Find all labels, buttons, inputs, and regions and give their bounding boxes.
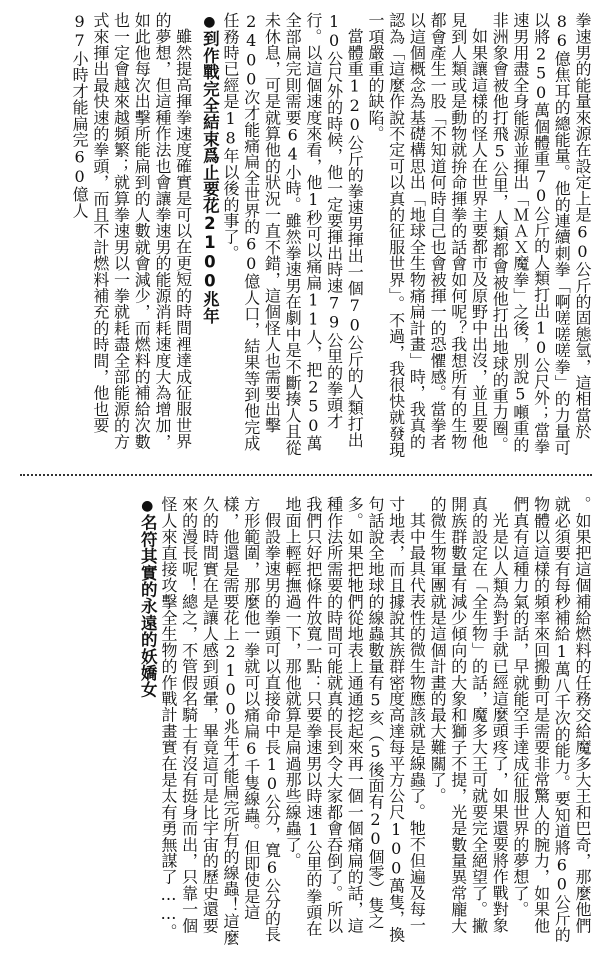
bullet-icon: ● (139, 498, 156, 515)
body-paragraph: 如果讓這樣的怪人在世界主要都市及原野中出沒，並且要他見到人類或是動物就拚命揮拳的話會如何呢？我想所有的生物都會產生一股「不知道何時自己也會被揮一的恐懼感。當拳者以這個概念為基礎構思出「地球全生物痛扁計畫」時，我真的認為「這麼作說不定可以真的征服世界」。不過，我很快就發現一項嚴重的缺陷。 (365, 12, 489, 458)
body-paragraph: 雖然提高揮拳速度確實是可以在更短的時間裡達成征服世界的夢想，但這種作法也會讓拳速男的能源消耗速度大為增加，如此他每次出擊所能扁到的人數就會減少，而燃料的補給次數也一定會越來越頻繁；就算拳速男以一拳就耗盡全部能源的方式來揮出最快速的拳頭，而且不計燃料補充的時間，他也要97小時才能扁完60億人 (70, 12, 193, 450)
body-paragraph: 。如果把這個補給燃料的任務交給魔多大王和巴奇，那麼他們就必須要有每秒補給1萬八千次的能力。要知道將60公斤的物體以這樣的頻率來回搬動可是需要非常驚人的腕力，如果他們真有這種力氣的話，早就能空手達成征服世界的夢想了。 (510, 496, 592, 943)
bottom-text-block (20, 496, 592, 948)
body-paragraph: 拳速男的能量來源在設定上是60公斤的固態氫，這相當於86億焦耳的總能量。他的連續刺拳「啊嗟嗟嗟拳」的力量可以將250萬個體重70公斤的人類打出10公尺外；當拳速男用盡全身能源並揮出「ＭＡＸ魔拳」之後，別說5噸重的非洲象會被他打飛5公里，人類都會被他打出地球的重力圈。 (490, 12, 592, 456)
section-heading (137, 496, 158, 948)
body-paragraph: 其中最具代表性的微生物應該就是線蟲了。牠不但遍及每一寸地表，而且據說其族群密度高達每平方公尺100萬隻，換句話說全地球的線蟲數量有5亥（5後面有20個零）隻之多。如果把牠們從地表上通通挖起來再一個一個痛扁的話，這種作法所需要的時間可能就真的長到令大家都會吞倒了。所以我們只好把條件放寬一點：只要拳速男以時速1公里的拳頭在地面上輕輕撫過一下，那他就算是扁過那些線蟲了。 (283, 496, 427, 943)
bullet-icon: ● (201, 14, 218, 31)
top-text-block (20, 12, 592, 458)
body-paragraph: 光是以人類為對手就已經這麼頭疼了，如果還要將作戰對象真的設定在「全生物」的話，魔多大王可就要完全絕望了。撇開族群數量有減少傾向的大象和獅子不提，光是數量異常龐大的微生物軍團就是這個計畫的最大難關了。 (428, 496, 510, 934)
section-heading-text: 名符其實的永遠的妖嬌女 (138, 514, 158, 698)
section-heading (199, 12, 220, 458)
section-divider (20, 474, 592, 476)
section-heading-text: 到作戰完全結束爲止要花2100兆年 (200, 30, 220, 325)
body-paragraph: 假設拳速男的拳頭可以直接命中長10公分，寬6公分的長方形範圍，那麼他一拳就可以痛扁6千隻線蟲。但即使是這樣，他還是需要花上2100兆年才能扁完所有的線蟲！這麼久的時間實在是讓人感到頭暈，畢竟這可是比宇宙的歷史還要來的漫長呢！總之，不管假名騎士有沒有挺身而出，只靠一個怪人來直接攻擊全生物的作戰計畫實在是太有勇無謀了……。 (158, 496, 282, 946)
body-paragraph: 當體重120公斤的拳速男揮出一個70公斤的人類打出10公尺外的時候，他一定要揮出時速79公里的拳頭才行。以這個速度來看，他1秒可以痛扁11人，把250萬全部扁完則需要64小時。雖然拳速男在劇中是不斷揍人且從未休息，可是就算他的狀況一直不錯，這個怪人也需要出擊2400次才能痛扁全世界的60億人口，結果等到他完成任務時已經是18年以後的事了。 (221, 12, 365, 456)
